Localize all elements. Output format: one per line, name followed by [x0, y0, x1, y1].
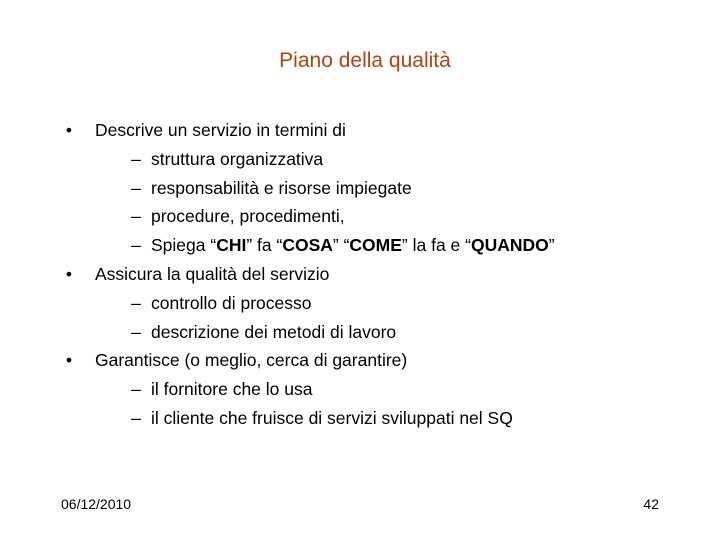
bullet-marker: •: [65, 350, 73, 371]
keyword-chi: CHI: [216, 235, 247, 256]
dash-marker: –: [131, 206, 141, 227]
sub-bullet-text: struttura organizzativa: [151, 148, 324, 169]
keyword-quando: QUANDO: [470, 235, 549, 256]
dash-marker: –: [131, 379, 141, 400]
sub-bullet-item: [0, 375, 720, 404]
bullet-list: [0, 116, 720, 433]
sub-bullet-item: [0, 289, 720, 318]
bullet-text: Descrive un servizio in termini di: [95, 120, 346, 140]
sub-bullet-text: descrizione dei metodi di lavoro: [151, 321, 397, 342]
dash-marker: –: [131, 235, 141, 256]
sub-bullet-item: [0, 145, 720, 174]
page-number: 42: [643, 496, 659, 512]
dash-marker: –: [131, 148, 141, 169]
sub-bullet-item: [0, 174, 720, 203]
dash-marker: –: [131, 407, 141, 428]
sub-bullet-item: [0, 404, 720, 433]
sub-bullet-text: procedure, procedimenti,: [151, 206, 345, 227]
dash-marker: –: [131, 321, 141, 342]
sub-bullet-text: [151, 231, 555, 260]
dash-marker: –: [131, 292, 141, 313]
bullet-item: [0, 116, 720, 145]
sub-bullet-item: [0, 231, 720, 260]
text-fragment: Spiega “: [151, 235, 217, 256]
sub-bullet-text: il fornitore che lo usa: [151, 379, 313, 400]
bullet-item: [0, 260, 720, 289]
footer-date: 06/12/2010: [61, 496, 132, 512]
bullet-marker: •: [65, 263, 73, 284]
dash-marker: –: [131, 177, 141, 198]
text-fragment: ”: [548, 235, 555, 256]
text-fragment: ” “: [332, 235, 350, 256]
bullet-item: [0, 346, 720, 375]
bullet-text: Assicura la qualità del servizio: [95, 263, 330, 284]
sub-bullet-item: [0, 318, 720, 347]
keyword-cosa: COSA: [282, 235, 333, 256]
slide-title: Piano della qualità: [279, 49, 451, 72]
sub-bullet-text: il cliente che fruisce di servizi sviluppati nel SQ: [151, 407, 513, 428]
sub-bullet-text: controllo di processo: [151, 292, 312, 313]
bullet-marker: •: [65, 120, 73, 140]
keyword-come: COME: [349, 235, 402, 256]
sub-bullet-text: responsabilità e risorse impiegate: [151, 177, 412, 198]
sub-bullet-item: [0, 202, 720, 231]
text-fragment: ” fa “: [246, 235, 283, 256]
bullet-text: Garantisce (o meglio, cerca di garantire): [95, 350, 408, 371]
text-fragment: ” la fa e “: [401, 235, 471, 256]
